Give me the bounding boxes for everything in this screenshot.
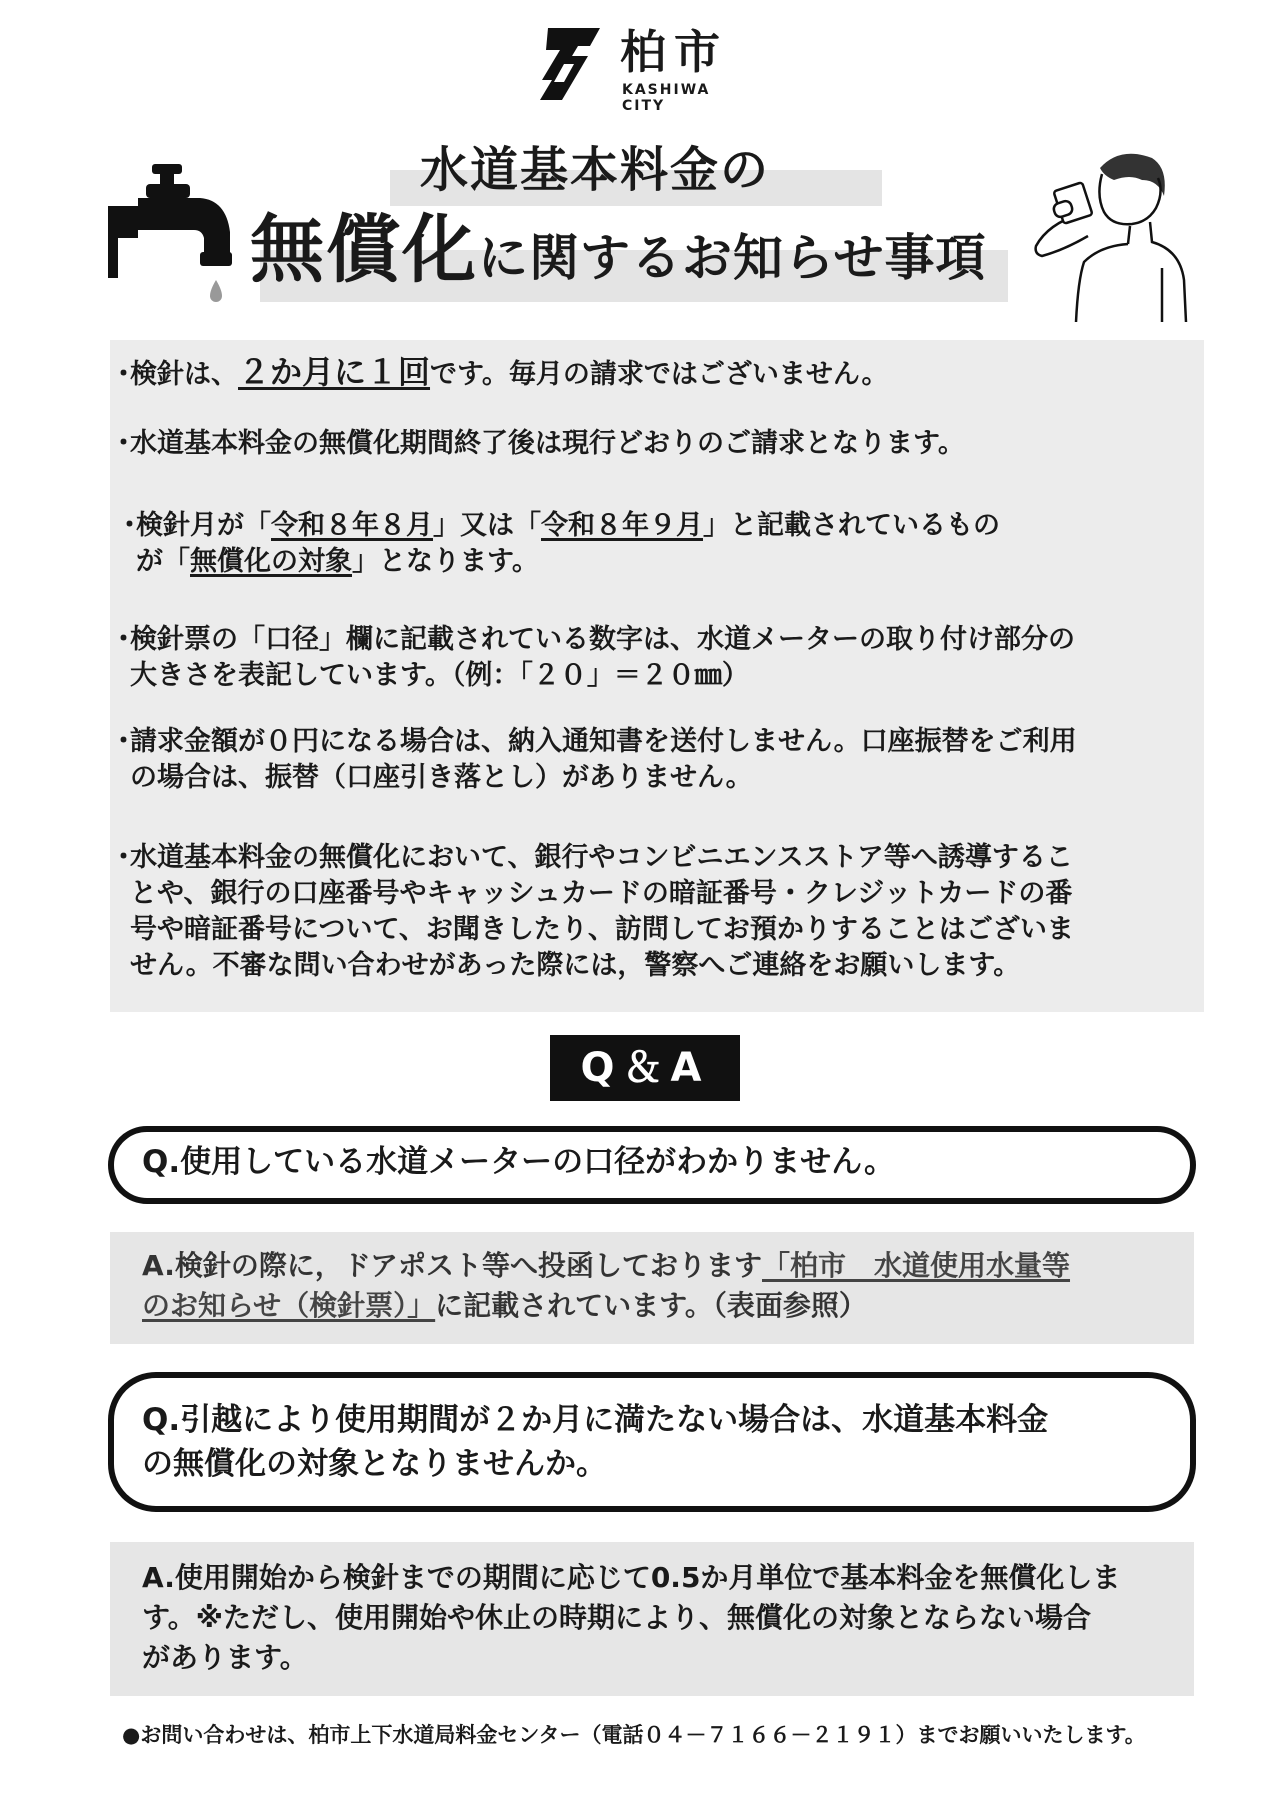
answer-2: A.使用開始から検針までの期間に応じて0.5か月単位で基本料金を無償化しま す。※ただし、使用開始や休止の時期により、無償化の対象とならない場合 があります。 — [110, 1542, 1194, 1696]
notice-item-meter-reading: ・検針は、２か月に１回です。毎月の請求ではございません。 — [110, 353, 889, 391]
title-line-1: 水道基本料金の — [420, 142, 771, 198]
bullet-mark: ・ — [110, 624, 137, 655]
notice-item-zero-amount: ・請求金額が０円になる場合は、納入通知書を送付しません。口座振替をご利用 の場合は、振替（口座引き落とし）がありません。 — [110, 726, 1077, 793]
bullet-mark: ・ — [110, 842, 137, 873]
faucet-icon — [108, 162, 238, 312]
reading-frequency: ２か月に１回 — [238, 353, 431, 391]
title-rest: に関するお知らせ事項 — [478, 229, 987, 287]
notice-item-meter-size: ・検針票の「口径」欄に記載されている数字は、水道メーターの取り付け部分の 大きさを表記しています。（例：「２０」＝２０㎜） — [110, 624, 1075, 691]
target-month-sep: 令和８年９月 — [541, 510, 703, 541]
answer-1: A.検針の際に，ドアポスト等へ投函しております「柏市 水道使用水量等 のお知らせ（検針票）」に記載されています。（表面参照） — [110, 1232, 1194, 1344]
question-1 — [108, 1126, 1196, 1204]
title-emphasis: 無償化 — [250, 207, 478, 293]
title-line-2 — [250, 207, 987, 310]
contact-footer: ●お問い合わせは、柏市上下水道局料金センター（電話０４－７１６６－２１９１）までお願いいたします。 — [122, 1723, 1146, 1747]
notice-box — [110, 340, 1204, 1012]
question-2 — [108, 1372, 1196, 1512]
meter-notice-reference-cont: のお知らせ（検針票）」 — [142, 1289, 436, 1322]
person-drinking-icon — [1030, 150, 1190, 322]
qa-heading: Q＆A — [550, 1035, 740, 1101]
logo-city-subtitle: KASHIWA CITY — [622, 82, 711, 114]
bullet-mark: ・ — [110, 428, 137, 459]
bullet-mark: ・ — [110, 726, 137, 757]
notice-item-fraud-warning: ・水道基本料金の無償化において、銀行やコンビニエンスストア等へ誘導するこ とや、銀行の口座番号やキャッシュカードの暗証番号・クレジットカードの番 号や暗証番号について、お聞きしたり、訪問してお預かりすることはございま せん。不審な問い合わせがあった際には，警察へご連絡をお願いします。 — [110, 842, 1074, 981]
target-month-aug: 令和８年８月 — [271, 510, 433, 541]
question-2-line-1: Q.引越により使用期間が２か月に満たない場合は、水道基本料金 — [142, 1402, 1049, 1438]
notice-item-target-months: ・検針月が「令和８年８月」又は「令和８年９月」と記載されているもの が「無償化の対象」となります。 — [116, 510, 1000, 577]
meter-notice-reference: 「柏市 水道使用水量等 — [762, 1249, 1071, 1282]
notice-item-after-period: ・水道基本料金の無償化期間終了後は現行どおりのご請求となります。 — [110, 426, 965, 462]
question-2-line-2: の無償化の対象となりませんか。 — [142, 1446, 607, 1482]
question-1-text: Q.使用している水道メーターの口径がわかりません。 — [142, 1144, 895, 1180]
bullet-mark: ・ — [110, 359, 137, 390]
bullet-mark: ・ — [116, 510, 143, 541]
kashiwa-city-logo — [534, 22, 754, 114]
kashiwa-emblem-icon — [534, 24, 606, 104]
free-target-label: 無償化の対象 — [190, 546, 352, 577]
logo-city-name: 柏市 — [620, 25, 728, 79]
